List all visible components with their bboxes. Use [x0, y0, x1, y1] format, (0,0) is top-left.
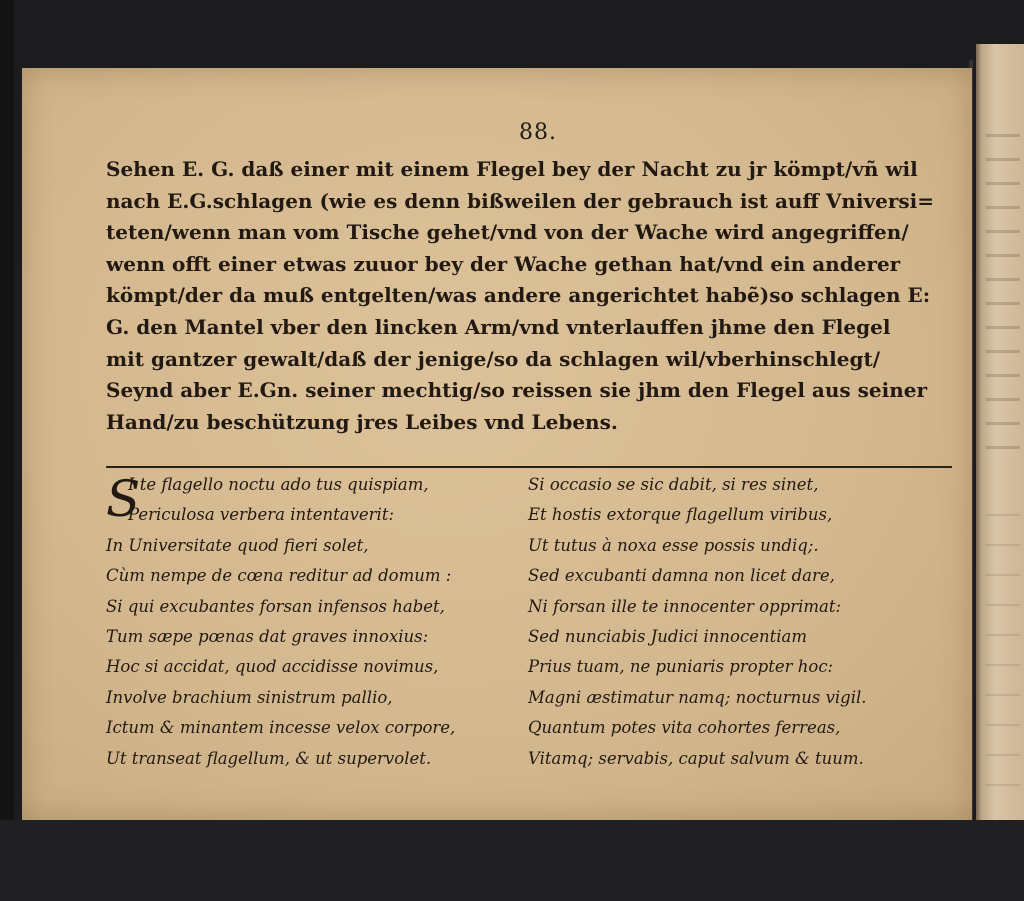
latin-verse-right-column	[528, 470, 954, 774]
latin-verse-line: Magni æstimatur namq; nocturnus vigil.	[528, 687, 867, 707]
latin-verse-line: Ni forsan ille te innocenter opprimat:	[528, 596, 842, 616]
drop-cap: S	[106, 470, 141, 528]
latin-verse-left-column	[106, 470, 516, 774]
german-line: teten/wenn man vom Tische gehet/vnd von der Wache wird angegriffen/	[106, 220, 909, 245]
section-divider	[106, 466, 952, 468]
latin-verse-line: Si qui excubantes forsan infensos habet,	[106, 596, 445, 616]
adjacent-page-bleed-text	[986, 134, 1020, 454]
latin-verse-line: Tum sæpe pœnas dat graves innoxius:	[106, 627, 429, 647]
latin-verse-line: I te flagello noctu ado tus quispiam,	[128, 475, 429, 494]
latin-verse-line: Vitamq; servabis, caput salvum & tuum.	[528, 748, 864, 768]
latin-verse-line: Cùm nempe de cœna reditur ad domum :	[106, 566, 452, 586]
latin-verse-line: Quantum potes vita cohortes ferreas,	[528, 718, 841, 738]
scan-background-bottom	[0, 820, 1024, 901]
german-line: kömpt/der da muß entgelten/was andere angerichtet habẽ)so schlagen E:	[106, 283, 931, 308]
document-page	[22, 68, 972, 820]
latin-verse-line: Et hostis extorque flagellum viribus,	[528, 505, 833, 525]
latin-verse-line: Ut transeat flagellum, & ut supervolet.	[106, 748, 432, 768]
latin-verse-line: Hoc si accidat, quod accidisse novimus,	[106, 657, 439, 677]
latin-verse-line: Involve brachium sinistrum pallio,	[106, 687, 393, 707]
german-line: Hand/zu beschützung jres Leibes vnd Lebens.	[106, 409, 618, 434]
latin-verse-line: Si occasio se sic dabit, si res sinet,	[528, 475, 819, 494]
german-line: G. den Mantel vber den lincken Arm/vnd vnterlauffen jhme den Flegel	[106, 314, 891, 339]
adjacent-page-edge	[976, 44, 1024, 820]
german-line: Seynd aber E.Gn. seiner mechtig/so reissen sie jhm den Flegel aus seiner	[106, 378, 928, 403]
latin-verse-line: Ictum & minantem incesse velox corpore,	[106, 718, 456, 738]
latin-verse-line: Ut tutus à noxa esse possis undiq;.	[528, 535, 819, 555]
latin-verse-line: Periculosa verbera intentaverit:	[128, 505, 395, 525]
scan-background-left	[0, 0, 14, 901]
page-number: 88.	[519, 120, 557, 145]
german-paragraph	[106, 154, 954, 438]
latin-verse-line: In Universitate quod fieri solet,	[106, 535, 369, 555]
german-line: wenn offt einer etwas zuuor bey der Wache gethan hat/vnd ein anderer	[106, 251, 901, 276]
german-line: nach E.G.schlagen (wie es denn bißweilen der gebrauch ist auff Vniversi=	[106, 188, 934, 213]
german-line: Sehen E. G. daß einer mit einem Flegel bey der Nacht zu jr kömpt/vñ wil	[106, 157, 918, 181]
adjacent-page-bleed-text-lower	[986, 514, 1020, 814]
latin-verse-line: Sed nunciabis Judici innocentiam	[528, 627, 807, 647]
german-line: mit gantzer gewalt/daß der jenige/so da schlagen wil/vberhinschlegt/	[106, 346, 881, 371]
latin-verse-line: Prius tuam, ne puniaris propter hoc:	[528, 657, 834, 677]
latin-verse-line: Sed excubanti damna non licet dare,	[528, 566, 835, 586]
